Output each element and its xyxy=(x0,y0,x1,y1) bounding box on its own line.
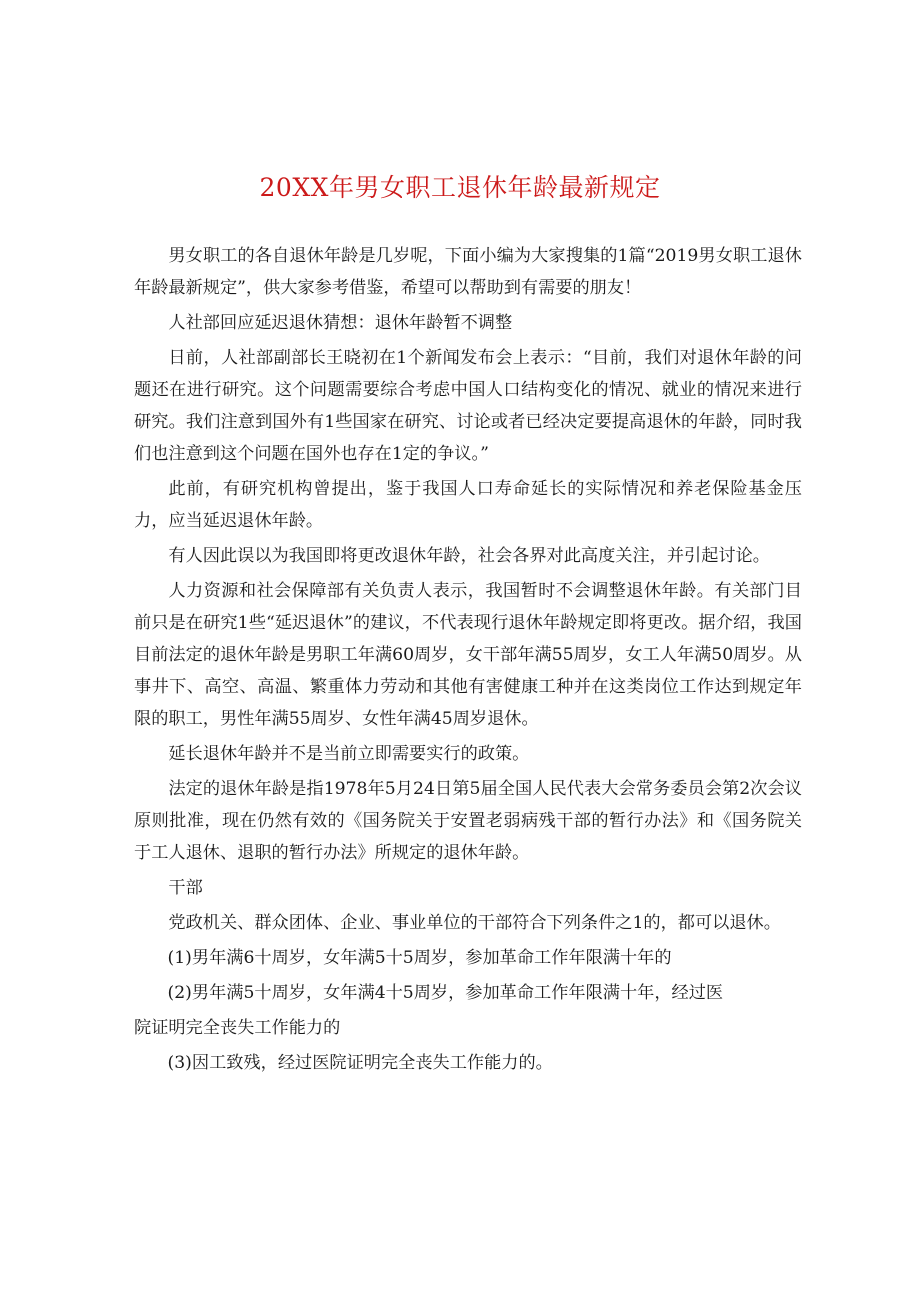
list-item-2-continued: 院证明完全丧失工作能力的 xyxy=(134,1018,341,1038)
paragraph-cadres-heading: 干部 xyxy=(168,878,203,898)
paragraph-intro: 男女职工的各自退休年龄是几岁呢，下面小编为大家搜集的1篇“2019男女职工退休年龄最新规定”，供大家参考借鉴，希望可以帮助到有需要的朋友！ xyxy=(134,246,802,298)
document-body xyxy=(134,240,802,1082)
paragraph-statement: 日前，人社部副部长王晓初在1个新闻发布会上表示：“目前，我们对退休年龄的问题还在进行研究。这个问题需要综合考虑中国人口结构变化的情况、就业的情况来进行研究。我们注意到国外有1些国家在研究、讨论或者已经决定要提高退休的年龄，同时我们也注意到这个问题在国外也存在1定的争议。” xyxy=(134,348,802,464)
list-item-2: (2)男年满5十周岁，女年满4十5周岁，参加革命工作年限满十年，经过医 xyxy=(167,983,724,1003)
paragraph-research: 此前，有研究机构曾提出，鉴于我国人口寿命延长的实际情况和养老保险基金压力，应当延迟退休年龄。 xyxy=(134,479,802,531)
list-item-3: (3)因工致残，经过医院证明完全丧失工作能力的。 xyxy=(167,1053,553,1073)
document-title: 20XX年男女职工退休年龄最新规定 xyxy=(259,173,661,202)
paragraph-cadres-conditions: 党政机关、群众团体、企业、事业单位的干部符合下列条件之1的，都可以退休。 xyxy=(168,913,781,933)
paragraph-policy: 延长退休年龄并不是当前立即需要实行的政策。 xyxy=(168,744,530,764)
paragraph-heading-news: 人社部回应延迟退休猜想：退休年龄暂不调整 xyxy=(168,313,513,333)
list-item-1: (1)男年满6十周岁，女年满5十5周岁，参加革命工作年限满十年的 xyxy=(167,948,672,968)
paragraph-legal-age: 法定的退休年龄是指1978年5月24日第5届全国人民代表大会常务委员会第2次会议原则批准，现在仍然有效的《国务院关于安置老弱病残干部的暂行办法》和《国务院关于工人退休、退职的暂行办法》所规定的退休年龄。 xyxy=(134,779,802,863)
paragraph-misunderstanding: 有人因此误以为我国即将更改退休年龄，社会各界对此高度关注，并引起讨论。 xyxy=(168,546,770,566)
paragraph-ministry: 人力资源和社会保障部有关负责人表示，我国暂时不会调整退休年龄。有关部门目前只是在研究1些“延迟退休”的建议，不代表现行退休年龄规定即将更改。据介绍，我国目前法定的退休年龄是男职工年满60周岁，女干部年满55周岁，女工人年满50周岁。从事井下、高空、高温、繁重体力劳动和其他有害健康工种并在这类岗位工作达到规定年限的职工，男性年满55周岁、女性年满45周岁退休。 xyxy=(134,581,802,729)
